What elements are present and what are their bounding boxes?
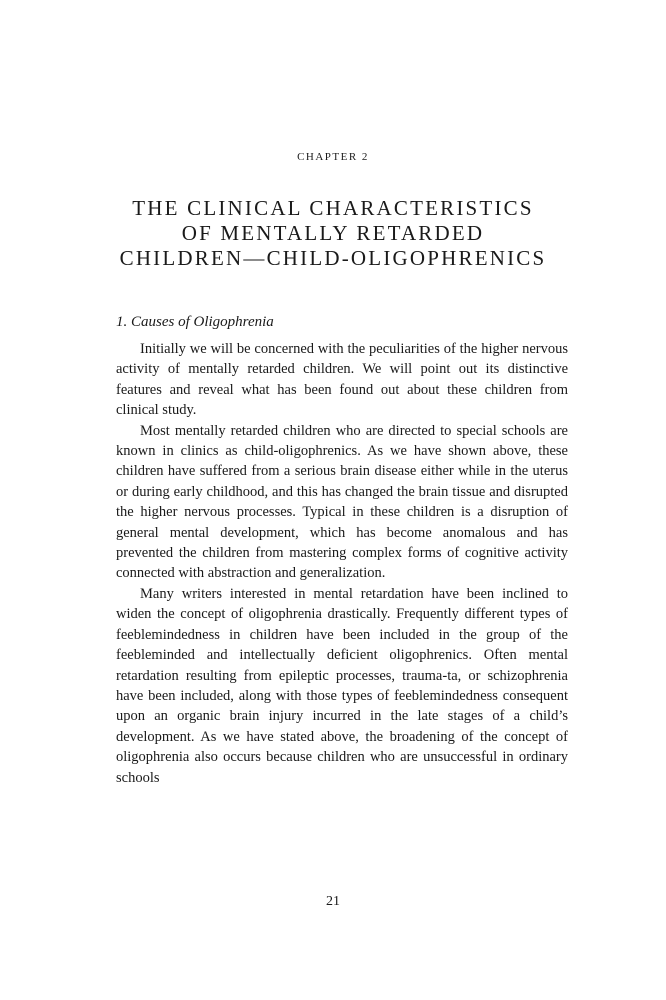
paragraph-3: Many writers interested in mental retardation have been inclined to widen the concept of oligophrenia drastically. Frequently different types of feeblemindedness in children have been included in the group of the feebleminded and intellectually deficient oligophrenics. Often mental retardation resulting from epileptic processes, trauma-ta, or schizophrenia have been included, along with those types of feeblemindedness consequent upon an organic brain injury incurred in the late stages of a child’s development. As we have stated above, the broadening of the concept of oligophrenia also occurs because children who are unsuccessful in ordinary schools — [116, 585, 568, 786]
chapter-title-line-2: OF MENTALLY RETARDED — [181, 221, 485, 245]
chapter-title-line-3: CHILDREN—CHILD-OLIGOPHRENICS — [119, 246, 547, 270]
page-number: 21 — [326, 894, 340, 909]
chapter-title — [0, 196, 666, 271]
chapter-title-line-1: THE CLINICAL CHARACTERISTICS — [132, 196, 534, 220]
chapter-label: CHAPTER 2 — [297, 151, 369, 163]
paragraph-1: Initially we will be concerned with the peculiarities of the higher nervous activity of mentally retarded children. We will point out its distinctive features and reveal what has been found out about these children from clinical study. — [116, 341, 568, 419]
body-text — [116, 339, 568, 788]
paragraph-2: Most mentally retarded children who are directed to special schools are known in clinics as child-oligophrenics. As we have shown above, these children have suffered from a serious brain disease either while in the uterus or during early childhood, and this has changed the brain tissue and disrupted the higher nervous processes. Typical in these children is a disruption of general mental development, which has become anomalous and has prevented the children from mastering complex forms of cognitive activity connected with abstraction and generalization. — [116, 422, 568, 582]
section-heading: 1. Causes of Oligophrenia — [116, 314, 274, 330]
